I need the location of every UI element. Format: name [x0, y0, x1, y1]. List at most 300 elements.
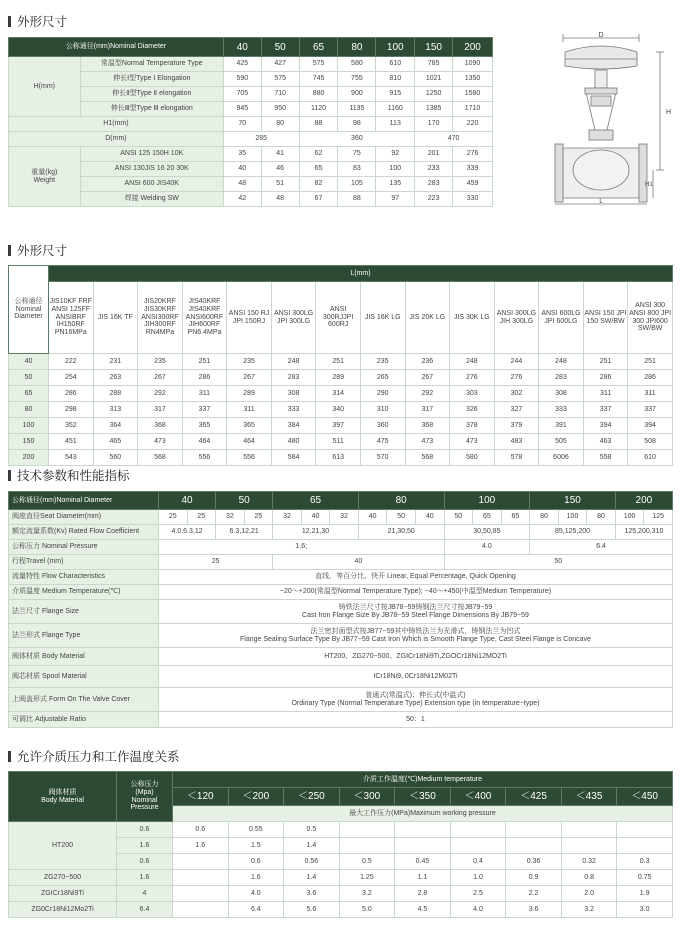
header-cell: ＜300 — [339, 788, 395, 806]
table-cell: 2.8 — [395, 886, 451, 902]
table-cell: 普通式(常温式)；伸长式(中温式) Ordinary Type (Normal Temperature Type) Extension type (in temperature−type) — [159, 688, 673, 712]
header-cell: 200 — [615, 492, 672, 510]
dimensions-table-1 — [8, 37, 493, 207]
table-row — [9, 570, 673, 585]
header-cell: 150 — [530, 492, 616, 510]
table-cell — [506, 822, 562, 838]
table-row — [9, 648, 673, 666]
table-cell: 25 — [159, 510, 188, 525]
table-cell: 2.5 — [450, 886, 506, 902]
table-cell: 276 — [494, 370, 539, 386]
column-header: ANSI 600LG JPI 600LG — [539, 282, 584, 354]
table-cell: 464 — [227, 434, 272, 450]
table-cell: 1090 — [453, 57, 493, 72]
table-cell: 40 — [415, 510, 444, 525]
dimensions-table-2 — [8, 265, 673, 466]
table-cell: 1.9 — [617, 886, 673, 902]
table-row — [9, 266, 673, 282]
table-cell: 1.6 — [228, 870, 284, 886]
table-cell: 1.6 — [117, 870, 173, 886]
table-cell: 82 — [299, 177, 338, 192]
table-cell: 511 — [316, 434, 361, 450]
row-label: 伸长Ⅲ型Type Ⅲ elongation — [80, 102, 223, 117]
table-cell: 1580 — [453, 87, 493, 102]
column-header: JIS 30K LG — [450, 282, 495, 354]
table-cell: 6.4 — [530, 540, 673, 555]
table-cell: 铸铁法兰尺寸按JB78−59铸钢法兰尺寸按JB79−59 Cast Iron Flange Size By JB78−59 Steel Flange Dimensions By JB79−59 — [159, 600, 673, 624]
row-label: 伸长Ⅰ型Type Ⅰ Elongation — [80, 72, 223, 87]
table-cell: 50 — [387, 510, 416, 525]
table-row — [9, 434, 673, 450]
table-cell: 80 — [261, 117, 299, 132]
dim-label-l: L — [599, 199, 603, 205]
section-title-pressure-temp — [8, 747, 180, 765]
table-cell: 311 — [182, 386, 227, 402]
tech-params-table — [8, 491, 673, 728]
table-cell: 220 — [453, 117, 493, 132]
table-cell: 1350 — [453, 72, 493, 87]
table-cell: 32 — [216, 510, 245, 525]
table-cell: 1160 — [376, 102, 415, 117]
table-row — [9, 822, 673, 838]
table-cell: 286 — [583, 370, 628, 386]
table-cell: 0.5 — [339, 854, 395, 870]
table-cell: 368 — [405, 418, 450, 434]
header-cell: ＜435 — [561, 788, 617, 806]
table-cell: 610 — [376, 57, 415, 72]
table-cell: 459 — [453, 177, 493, 192]
table-row — [9, 902, 673, 918]
table-cell: 0.6 — [117, 854, 173, 870]
table-cell: 85,125,200 — [530, 525, 616, 540]
table-cell: 4.0 — [450, 902, 506, 918]
table-cell: 289 — [227, 386, 272, 402]
table-cell: 248 — [271, 354, 316, 370]
table-cell: ICr18Ni9, 0Cr18Ni12M02Ti — [159, 666, 673, 688]
table-cell: 285 — [223, 132, 299, 147]
table-cell: 575 — [261, 72, 299, 87]
table-cell: 339 — [453, 162, 493, 177]
table-cell: 4.0 — [444, 540, 530, 555]
table-cell: 950 — [261, 102, 299, 117]
table-cell: 575 — [299, 57, 338, 72]
section-title-text: 技术参数和性能指标 — [17, 468, 130, 483]
table-cell: 283 — [539, 370, 584, 386]
table-cell: 276 — [450, 370, 495, 386]
table-cell: 570 — [360, 450, 405, 466]
row-label: 100 — [9, 418, 49, 434]
table-cell: 352 — [49, 418, 94, 434]
table-cell: 2.2 — [506, 886, 562, 902]
table-row — [9, 450, 673, 466]
table-cell: 568 — [138, 450, 183, 466]
table-cell: 80 — [530, 510, 559, 525]
table-cell: 0.4 — [450, 854, 506, 870]
corner-header: 公称通径 Nominal Diameter — [9, 266, 49, 354]
table-row — [9, 870, 673, 886]
header-cell: 介质工作温度(℃)Medium temperature — [173, 772, 673, 788]
table-cell: 317 — [138, 402, 183, 418]
table-cell: 40 — [273, 555, 444, 570]
table-cell: 1.0 — [450, 870, 506, 886]
table-cell: 303 — [450, 386, 495, 402]
row-label: 阀芯材质 Spool Material — [9, 666, 159, 688]
table-cell: 340 — [316, 402, 361, 418]
table-cell: 50 — [444, 510, 473, 525]
row-label: ZGICr18Ni9Ti — [9, 886, 117, 902]
table-cell: 483 — [494, 434, 539, 450]
table-cell — [173, 854, 229, 870]
table-cell: 425 — [223, 57, 261, 72]
table-cell — [339, 838, 395, 854]
table-row — [9, 132, 493, 147]
table-cell: 313 — [93, 402, 138, 418]
table-cell: 333 — [271, 402, 316, 418]
column-header: JIS40KRF JIS40KRF ANSI600RF JIH600RF PN6.4MPa — [182, 282, 227, 354]
table-cell: 480 — [271, 434, 316, 450]
table-cell: 311 — [628, 386, 673, 402]
table-row — [9, 38, 493, 57]
table-row — [9, 510, 673, 525]
table-cell: 4 — [117, 886, 173, 902]
table-cell: 900 — [338, 87, 376, 102]
table-cell: 244 — [494, 354, 539, 370]
dim-label-d: D — [598, 32, 604, 39]
row-label: 65 — [9, 386, 49, 402]
table-cell: 42 — [223, 192, 261, 207]
row-label: 150 — [9, 434, 49, 450]
table-cell: 292 — [405, 386, 450, 402]
table-cell: 755 — [338, 72, 376, 87]
table-row — [9, 386, 673, 402]
table-cell: 98 — [338, 117, 376, 132]
table-cell: 32 — [273, 510, 302, 525]
table-cell: 125,200,310 — [615, 525, 672, 540]
table-cell: 785 — [415, 57, 453, 72]
section-marker — [8, 16, 11, 27]
table-cell: 543 — [49, 450, 94, 466]
table-cell: 法兰密封面型式按JB77−59其中铸铁法兰为光滑式，铸钢法兰为凹式 Flange Sealing Surface Type By JB77−59 Cast Iron Which is Smooth Flange Type, Cast Steel Flange is Concave — [159, 624, 673, 648]
table-cell: 46 — [261, 162, 299, 177]
header-cell: 80 — [358, 492, 444, 510]
table-cell: 473 — [138, 434, 183, 450]
table-cell: 4.0,6.3,12 — [159, 525, 216, 540]
table-cell: 231 — [93, 354, 138, 370]
table-cell: 289 — [316, 370, 361, 386]
table-cell: 263 — [93, 370, 138, 386]
header-cell: 80 — [338, 38, 376, 57]
table-cell: 298 — [49, 402, 94, 418]
table-cell — [173, 902, 229, 918]
table-cell: 251 — [316, 354, 361, 370]
table-row — [9, 402, 673, 418]
row-label: H1(mm) — [9, 117, 224, 132]
table-cell: 337 — [628, 402, 673, 418]
table-cell: 0.9 — [506, 870, 562, 886]
table-cell: 1710 — [453, 102, 493, 117]
table-cell: 1135 — [338, 102, 376, 117]
table-row — [9, 418, 673, 434]
table-cell: 100 — [558, 510, 587, 525]
column-header: ANSI 300RJJPI 600RJ — [316, 282, 361, 354]
table-cell: 1.6 — [117, 838, 173, 854]
table-cell: 568 — [405, 450, 450, 466]
section-marker — [8, 470, 11, 481]
table-cell: 265 — [360, 370, 405, 386]
table-cell: 0.32 — [561, 854, 617, 870]
table-cell: 40 — [358, 510, 387, 525]
table-cell: 5.0 — [339, 902, 395, 918]
table-cell: 1250 — [415, 87, 453, 102]
row-label: ANSI 600 JIS40K — [80, 177, 223, 192]
table-cell: 880 — [299, 87, 338, 102]
column-header: ANSI 300LG JIH 300LG — [494, 282, 539, 354]
table-cell: 3.6 — [506, 902, 562, 918]
row-label: 80 — [9, 402, 49, 418]
table-cell: 65 — [501, 510, 530, 525]
table-cell: 88 — [299, 117, 338, 132]
table-cell: 365 — [182, 418, 227, 434]
table-cell: 1120 — [299, 102, 338, 117]
table-cell: 248 — [450, 354, 495, 370]
table-cell: 251 — [583, 354, 628, 370]
row-label: 焊接 Welding SW — [80, 192, 223, 207]
table-cell: 233 — [415, 162, 453, 177]
table-cell: −20～+200(常温型Normal Temperature Type); −40～+450(中温型Medium Temperature) — [159, 585, 673, 600]
row-label: 阀体材质 Body Material — [9, 648, 159, 666]
table-cell: 67 — [299, 192, 338, 207]
table-cell: 308 — [539, 386, 584, 402]
table-row — [9, 688, 673, 712]
table-cell: 327 — [494, 402, 539, 418]
table-cell: 302 — [494, 386, 539, 402]
row-group-label: H(mm) — [9, 57, 81, 117]
table-cell: 25 — [187, 510, 216, 525]
header-cell: ＜200 — [228, 788, 284, 806]
table-row — [9, 492, 673, 510]
table-row — [9, 712, 673, 728]
table-cell: 384 — [271, 418, 316, 434]
table-row — [9, 886, 673, 902]
table-cell: 397 — [316, 418, 361, 434]
column-header: ANSI 150 RJ JPI 150RJ — [227, 282, 272, 354]
table-row — [9, 555, 673, 570]
table-cell: 1385 — [415, 102, 453, 117]
section-title-text: 外形尺寸 — [17, 243, 68, 258]
table-cell: 40 — [223, 162, 261, 177]
column-header: JIS10KF FRF ANSI 125FF ANSIBRF IH150RF PN16MPa — [49, 282, 94, 354]
table-cell: 30,50,85 — [444, 525, 530, 540]
table-cell: 80 — [587, 510, 616, 525]
table-cell: 508 — [628, 434, 673, 450]
column-header: ANSI 300 ANSI 800 JPI 300 JPI600 SW/BW — [628, 282, 673, 354]
table-cell: 286 — [49, 386, 94, 402]
row-label: 上阀盖形式 Form On The Valve Cover — [9, 688, 159, 712]
table-cell: 5.6 — [284, 902, 340, 918]
table-cell: 0.56 — [284, 854, 340, 870]
column-header: JIS 20K LG — [405, 282, 450, 354]
table-cell: 直线、等百分比、快开 Linear, Equal Percentage, Quick Opening — [159, 570, 673, 585]
table-cell: 326 — [450, 402, 495, 418]
row-label: 伸长Ⅱ型Type Ⅱ elongation — [80, 87, 223, 102]
table-row — [9, 57, 493, 72]
header-cell: ＜350 — [395, 788, 451, 806]
table-cell: 317 — [405, 402, 450, 418]
column-header: JIS 16K TF — [93, 282, 138, 354]
table-cell: 945 — [223, 102, 261, 117]
table-cell: 311 — [583, 386, 628, 402]
table-cell: 222 — [49, 354, 94, 370]
header-cell: 阀体材质 Body Material — [9, 772, 117, 822]
table-cell: 6006 — [539, 450, 584, 466]
header-cell: ＜400 — [450, 788, 506, 806]
table-cell: 364 — [93, 418, 138, 434]
header-cell: 65 — [273, 492, 359, 510]
table-cell — [450, 838, 506, 854]
header-cell: 公称通径(mm)Nominal Diameter — [9, 38, 224, 57]
table-row — [9, 102, 493, 117]
table-cell: 3.0 — [617, 902, 673, 918]
table-cell: 391 — [539, 418, 584, 434]
table-cell: 51 — [261, 177, 299, 192]
table-cell: 465 — [93, 434, 138, 450]
column-header: ANSI 300LG JPI 300LG — [271, 282, 316, 354]
table-cell: 135 — [376, 177, 415, 192]
table-cell: 290 — [360, 386, 405, 402]
header-cell: 200 — [453, 38, 493, 57]
row-label: 额定流量系数(Kv) Rated Flow Coefficient — [9, 525, 159, 540]
dim-label-h: H — [666, 109, 672, 116]
table-row — [9, 117, 493, 132]
row-label: ZG0Cr18Ni12Mo2Ti — [9, 902, 117, 918]
table-cell: 40 — [301, 510, 330, 525]
table-cell: 560 — [93, 450, 138, 466]
table-cell: 97 — [376, 192, 415, 207]
row-label: 阀座直径Seat Diameter(mm) — [9, 510, 159, 525]
row-label: 40 — [9, 354, 49, 370]
table-cell: 580 — [450, 450, 495, 466]
column-header: JIS 16K LG — [360, 282, 405, 354]
header-cell: ＜450 — [617, 788, 673, 806]
table-cell: 505 — [539, 434, 584, 450]
row-label: 公称压力 Nominal Pressure — [9, 540, 159, 555]
table-row — [9, 192, 493, 207]
table-cell: 473 — [450, 434, 495, 450]
header-cell: ＜425 — [506, 788, 562, 806]
row-label: 介质温度 Medium Temperature(℃) — [9, 585, 159, 600]
table-cell — [395, 838, 451, 854]
table-cell — [395, 822, 451, 838]
header-cell: L(mm) — [49, 266, 673, 282]
table-cell: 0.5 — [284, 822, 340, 838]
row-label: 常温型Normal Temperature Type — [80, 57, 223, 72]
table-cell: 21,30,50 — [358, 525, 444, 540]
table-cell: 470 — [415, 132, 493, 147]
row-label: ANSI 130JIS 16 20 30K — [80, 162, 223, 177]
table-cell: 6.4 — [117, 902, 173, 918]
row-group-label: 重量(kg) Weight — [9, 147, 81, 207]
table-cell: 1.1 — [395, 870, 451, 886]
table-cell: 286 — [182, 370, 227, 386]
table-cell: 745 — [299, 72, 338, 87]
table-row — [9, 162, 493, 177]
header-cell: 公称通径(mm)Nominal Diameter — [9, 492, 159, 510]
table-cell: 92 — [376, 147, 415, 162]
table-cell: 125 — [644, 510, 673, 525]
table-cell: 314 — [316, 386, 361, 402]
row-label: ANSI 125 150H 10K — [80, 147, 223, 162]
table-cell: 3.2 — [561, 902, 617, 918]
table-cell: 915 — [376, 87, 415, 102]
table-cell: 267 — [227, 370, 272, 386]
table-cell: 0.3 — [617, 854, 673, 870]
table-cell: 113 — [376, 117, 415, 132]
table-cell: 360 — [360, 418, 405, 434]
table-cell: 100 — [376, 162, 415, 177]
table-cell: 105 — [338, 177, 376, 192]
header-cell: 40 — [159, 492, 216, 510]
table-cell: 810 — [376, 72, 415, 87]
table-cell: 267 — [405, 370, 450, 386]
table-cell: 276 — [453, 147, 493, 162]
header-cell: 150 — [415, 38, 453, 57]
table-cell: 267 — [138, 370, 183, 386]
table-cell: 0.6 — [228, 854, 284, 870]
table-cell: 62 — [299, 147, 338, 162]
table-cell: 65 — [473, 510, 502, 525]
table-cell: 0.6 — [173, 822, 229, 838]
table-cell: 283 — [415, 177, 453, 192]
table-cell: 394 — [583, 418, 628, 434]
table-cell: 235 — [227, 354, 272, 370]
pressure-temp-table — [8, 771, 673, 918]
header-cell: 65 — [299, 38, 338, 57]
row-label: 200 — [9, 450, 49, 466]
table-row — [9, 525, 673, 540]
table-cell: 556 — [182, 450, 227, 466]
table-cell: 578 — [494, 450, 539, 466]
table-row — [9, 72, 493, 87]
table-cell: 286 — [628, 370, 673, 386]
table-cell: 65 — [299, 162, 338, 177]
table-cell: 451 — [49, 434, 94, 450]
table-row — [9, 147, 493, 162]
section-marker — [8, 245, 11, 256]
table-cell: 1.6; — [159, 540, 445, 555]
row-label: 行程Travel (mm) — [9, 555, 159, 570]
table-cell: 283 — [271, 370, 316, 386]
table-cell: 0.75 — [617, 870, 673, 886]
row-label: 法兰形式 Flange Type — [9, 624, 159, 648]
table-cell: 308 — [271, 386, 316, 402]
table-cell: 6.3,12,21 — [216, 525, 273, 540]
table-cell: 0.45 — [395, 854, 451, 870]
table-row — [9, 370, 673, 386]
table-cell: 584 — [271, 450, 316, 466]
table-cell: 368 — [138, 418, 183, 434]
table-cell: 25 — [244, 510, 273, 525]
table-cell: 12,21,30 — [273, 525, 359, 540]
table-cell: 235 — [360, 354, 405, 370]
table-cell: 25 — [159, 555, 273, 570]
table-cell: 48 — [223, 177, 261, 192]
table-row — [9, 585, 673, 600]
row-label: D(mm) — [9, 132, 224, 147]
table-cell: 337 — [182, 402, 227, 418]
table-cell: 0.36 — [506, 854, 562, 870]
table-cell: 360 — [299, 132, 415, 147]
table-cell: 83 — [338, 162, 376, 177]
